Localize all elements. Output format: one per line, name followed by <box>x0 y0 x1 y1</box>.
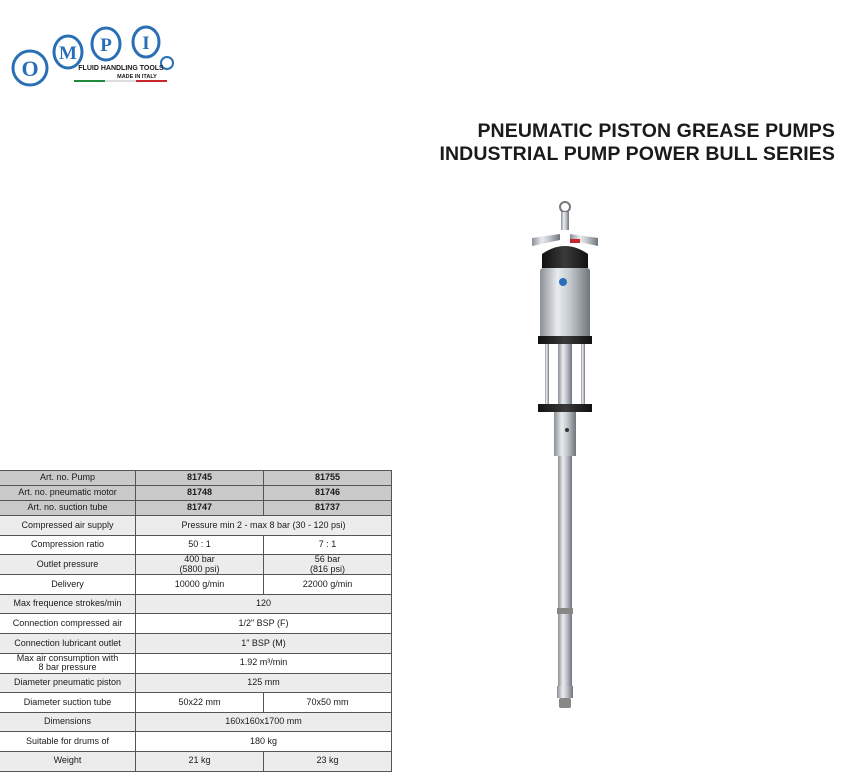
cell-value: 50 : 1 <box>136 535 264 555</box>
cell-value: 22000 g/min <box>264 575 392 595</box>
cell-value: 180 kg <box>136 732 392 752</box>
table-row <box>0 653 392 673</box>
cell-value: 50x22 mm <box>136 693 264 713</box>
table-row <box>0 516 392 536</box>
cell-value: 120 <box>136 594 392 614</box>
table-row <box>0 693 392 713</box>
cell-value: 1/2" BSP (F) <box>136 614 392 634</box>
pump-image <box>520 198 610 714</box>
table-row <box>0 751 392 771</box>
title-line-1: PNEUMATIC PISTON GREASE PUMPS <box>477 120 835 142</box>
table-row <box>0 575 392 595</box>
table-row <box>0 486 392 501</box>
table-row <box>0 594 392 614</box>
cell-value: 125 mm <box>136 673 392 693</box>
logo-letter-m: M <box>59 43 77 64</box>
ompi-logo <box>8 22 178 94</box>
cell-value: 70x50 mm <box>264 693 392 713</box>
table-row <box>0 712 392 732</box>
spec-table <box>0 470 392 772</box>
cell-value: 1.92 m³/min <box>136 653 392 673</box>
logo-tagline: FLUID HANDLING TOOLS <box>78 65 164 72</box>
row-label: Art. no. pneumatic motor <box>0 486 136 501</box>
row-label: Outlet pressure <box>0 555 136 575</box>
cell-value: 23 kg <box>264 751 392 771</box>
cell-value <box>264 555 392 575</box>
cell-value: Pressure min 2 - max 8 bar (30 - 120 psi) <box>136 516 392 536</box>
row-label: Compression ratio <box>0 535 136 555</box>
cell-line: 56 bar <box>314 554 341 565</box>
cell-line: (5800 psi) <box>179 563 220 574</box>
row-label: Suitable for drums of <box>0 732 136 752</box>
row-label: Dimensions <box>0 712 136 732</box>
cell-value: 7 : 1 <box>264 535 392 555</box>
logo-letter-o: O <box>21 56 39 81</box>
row-label: Connection lubricant outlet <box>0 633 136 653</box>
table-row <box>0 614 392 634</box>
cell-value: 10000 g/min <box>136 575 264 595</box>
logo-made-in-italy: MADE IN ITALY <box>117 74 157 80</box>
row-label: Weight <box>0 751 136 771</box>
logo-letter-p: P <box>100 35 112 56</box>
table-row <box>0 555 392 575</box>
table-row <box>0 633 392 653</box>
table-row <box>0 471 392 486</box>
cell-value: 81748 <box>136 486 264 501</box>
cell-value: 1" BSP (M) <box>136 633 392 653</box>
page-title <box>439 120 835 166</box>
table-row <box>0 732 392 752</box>
logo-letter-i: I <box>142 33 150 54</box>
cell-value: 81747 <box>136 501 264 516</box>
row-label: Delivery <box>0 575 136 595</box>
row-label: Art. no. Pump <box>0 471 136 486</box>
label-line: 8 bar pressure <box>38 662 97 673</box>
label-line: Max air consumption with <box>16 653 119 663</box>
cell-value: 160x160x1700 mm <box>136 712 392 732</box>
cell-value <box>136 555 264 575</box>
cell-value: 81745 <box>136 471 264 486</box>
table-row <box>0 535 392 555</box>
row-label: Diameter suction tube <box>0 693 136 713</box>
row-label: Art. no. suction tube <box>0 501 136 516</box>
row-label <box>0 653 136 673</box>
row-label: Max frequence strokes/min <box>0 594 136 614</box>
cell-value: 81746 <box>264 486 392 501</box>
table-row <box>0 673 392 693</box>
title-line-2: INDUSTRIAL PUMP POWER BULL SERIES <box>439 143 835 165</box>
cell-line: 400 bar <box>184 554 215 565</box>
cell-value: 21 kg <box>136 751 264 771</box>
row-label: Compressed air supply <box>0 516 136 536</box>
cell-line: (816 psi) <box>309 563 345 574</box>
cell-value: 81737 <box>264 501 392 516</box>
row-label: Connection compressed air <box>0 614 136 634</box>
table-row <box>0 501 392 516</box>
row-label: Diameter pneumatic piston <box>0 673 136 693</box>
cell-value: 81755 <box>264 471 392 486</box>
